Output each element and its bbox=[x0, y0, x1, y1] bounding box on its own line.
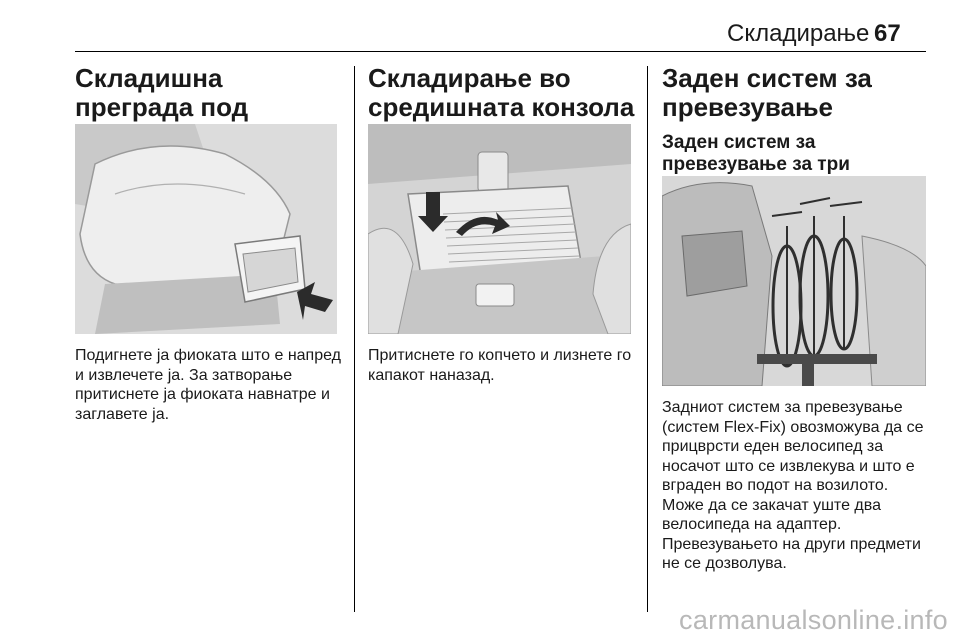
section-heading: Заден систем за превезување bbox=[662, 63, 872, 122]
header-rule bbox=[75, 51, 926, 52]
watermark: carmanualsonline.info bbox=[679, 605, 948, 635]
caption: Притиснете го копчето и лизнете го капакот наназад. bbox=[368, 347, 632, 384]
seat-drawer-illustration bbox=[75, 124, 337, 334]
caption: Задниот систем за превезување (систем Flex-Fix) овозможува да се прицврсти еден велосипед за носачот што се извлекува и што е вграден во подот на возилото. Може да се закачат уште два велосипеда на адаптер. Превезувањето на други предмети не се дозволува. bbox=[662, 399, 924, 572]
page-number: 67 bbox=[874, 20, 901, 47]
seat-drawer-caption-block bbox=[75, 346, 347, 424]
center-console-caption-block bbox=[368, 346, 640, 385]
subsection-heading: Заден систем за превезување за три bbox=[662, 132, 850, 175]
column-divider-1 bbox=[354, 66, 355, 612]
bike-carrier-caption-block bbox=[662, 398, 932, 574]
header-title: Складирање bbox=[727, 20, 870, 47]
column-divider-2 bbox=[647, 66, 648, 612]
column-center-console bbox=[368, 64, 640, 122]
section-heading: Складишна преграда под bbox=[75, 63, 249, 122]
section-heading: Складирање во средишната конзола bbox=[368, 63, 635, 122]
center-console-illustration bbox=[368, 124, 631, 334]
caption: Подигнете ја фиоката што е напред и извлечете ја. За затворање притиснете ја фиоката навнатре и заглавете ја. bbox=[75, 347, 341, 423]
bike-carrier-illustration bbox=[662, 176, 926, 386]
